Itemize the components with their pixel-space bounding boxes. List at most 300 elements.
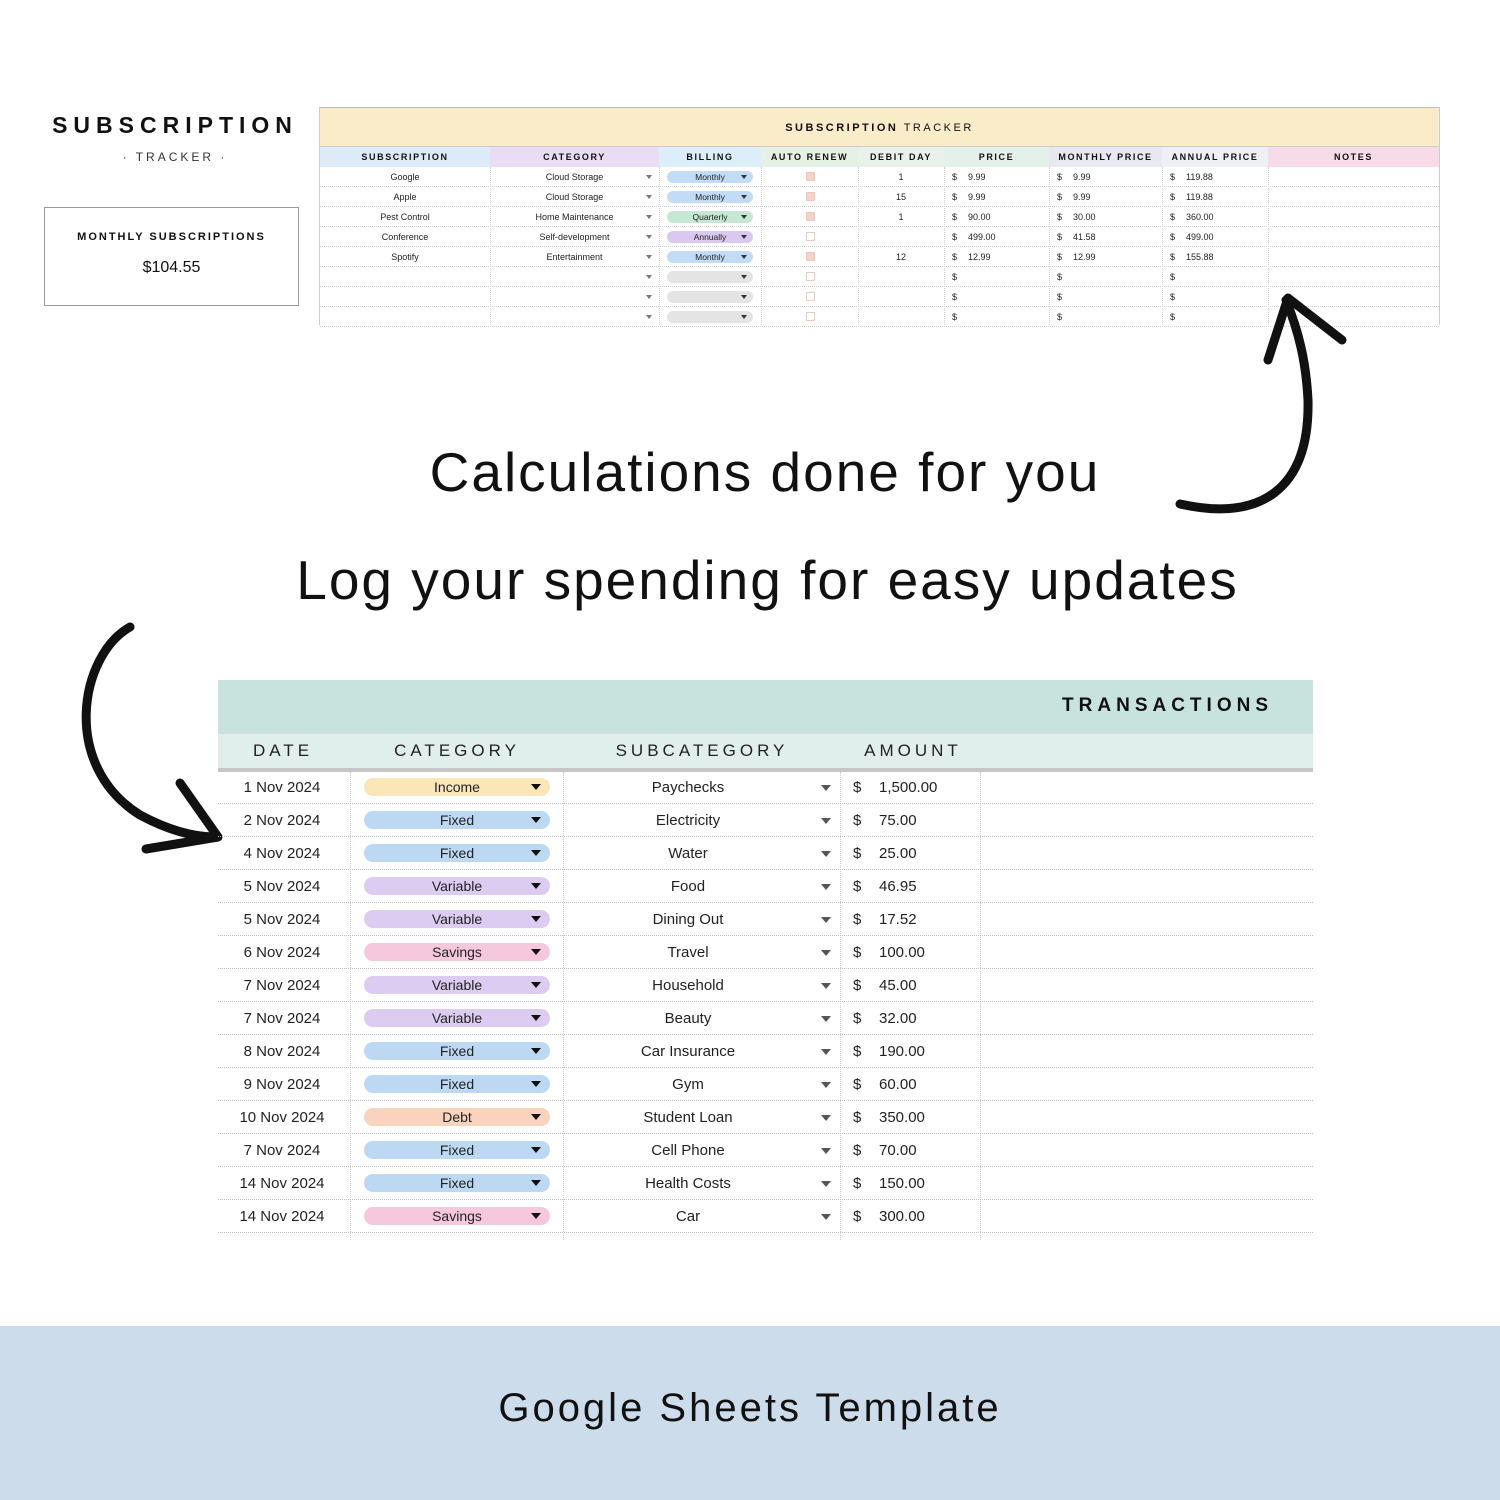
auto-renew-cell[interactable]: [761, 307, 858, 327]
billing-cell[interactable]: [659, 307, 761, 327]
billing-dropdown[interactable]: [667, 211, 753, 223]
subscription-category[interactable]: [490, 267, 659, 287]
category-dropdown[interactable]: [364, 1042, 550, 1060]
currency-symbol: $: [853, 812, 862, 829]
auto-renew-checkbox[interactable]: [806, 212, 815, 221]
currency-symbol: $: [952, 212, 958, 222]
auto-renew-cell[interactable]: [761, 287, 858, 307]
subscription-row[interactable]: [320, 267, 1439, 287]
currency-symbol: $: [952, 312, 958, 322]
chevron-down-icon[interactable]: [821, 785, 831, 791]
transaction-subcategory[interactable]: Paychecks: [651, 779, 725, 796]
transaction-subcategory[interactable]: Student Loan: [643, 1109, 733, 1126]
curved-arrow-icon: [1170, 290, 1360, 520]
annual-price-cell[interactable]: [1162, 247, 1268, 267]
caption-calculations: Calculations done for you: [429, 441, 1101, 503]
chevron-down-icon[interactable]: [531, 916, 541, 922]
category-dropdown[interactable]: [364, 1207, 550, 1225]
footer-banner: [0, 1326, 1500, 1500]
monthly-price: 9.99: [1073, 192, 1091, 202]
billing-label: Quarterly: [692, 212, 728, 222]
chevron-down-icon[interactable]: [821, 983, 831, 989]
chevron-down-icon[interactable]: [531, 1180, 541, 1186]
category-dropdown[interactable]: [364, 811, 550, 829]
subscription-row[interactable]: [320, 187, 1439, 207]
billing-cell[interactable]: [659, 287, 761, 307]
category-dropdown[interactable]: [364, 943, 550, 961]
transaction-date[interactable]: 4 Nov 2024: [243, 845, 321, 862]
transactions-title: TRANSACTIONS: [1062, 695, 1273, 716]
auto-renew-checkbox[interactable]: [806, 232, 815, 241]
billing-cell[interactable]: [659, 187, 761, 207]
chevron-down-icon[interactable]: [821, 1049, 831, 1055]
subscription-name[interactable]: Conference: [381, 232, 429, 242]
notes-cell[interactable]: [1268, 207, 1439, 227]
tx-header-0: DATE: [252, 741, 314, 760]
transaction-amount[interactable]: 46.95: [879, 878, 917, 895]
price-cell[interactable]: [944, 187, 1050, 207]
category-label: Variable: [431, 911, 483, 927]
transaction-subcategory[interactable]: Household: [652, 977, 724, 994]
tx-header-3: AMOUNT: [864, 741, 962, 760]
notes-cell[interactable]: [1268, 227, 1439, 247]
sub-header-4: DEBIT DAY: [858, 147, 944, 167]
price: 499.00: [968, 232, 996, 242]
category-dropdown[interactable]: [364, 976, 550, 994]
chevron-down-icon[interactable]: [821, 1148, 831, 1154]
subscription-name[interactable]: [320, 267, 490, 287]
transaction-amount[interactable]: 75.00: [879, 812, 917, 829]
price-cell[interactable]: [944, 267, 1050, 287]
transaction-date[interactable]: 6 Nov 2024: [243, 944, 321, 961]
subscription-sheet-title: [320, 107, 1439, 147]
transaction-row[interactable]: [218, 837, 1313, 870]
transaction-date[interactable]: 5 Nov 2024: [243, 878, 321, 895]
transaction-subcategory[interactable]: Car: [675, 1208, 701, 1225]
transaction-date[interactable]: 9 Nov 2024: [243, 1076, 321, 1093]
category-dropdown[interactable]: [364, 1075, 550, 1093]
footer-text: Google Sheets Template: [498, 1386, 1002, 1430]
price: 9.99: [968, 172, 986, 182]
currency-symbol: $: [1170, 192, 1176, 202]
transaction-amount[interactable]: 25.00: [879, 845, 917, 862]
category-label: Variable: [431, 1010, 483, 1026]
transactions-title-bar: [218, 680, 1313, 734]
chevron-down-icon[interactable]: [531, 784, 541, 790]
subscription-row[interactable]: [320, 207, 1439, 227]
chevron-down-icon[interactable]: [531, 949, 541, 955]
transaction-amount[interactable]: 350.00: [879, 1109, 925, 1126]
auto-renew-checkbox[interactable]: [806, 272, 815, 281]
chevron-down-icon[interactable]: [646, 295, 652, 299]
subscription-name[interactable]: Spotify: [391, 252, 419, 262]
auto-renew-cell[interactable]: [761, 227, 858, 247]
currency-symbol: $: [853, 944, 862, 961]
chevron-down-icon[interactable]: [821, 950, 831, 956]
transaction-row[interactable]: [218, 804, 1313, 837]
currency-symbol: $: [952, 292, 958, 302]
chevron-down-icon[interactable]: [741, 315, 747, 319]
chevron-down-icon[interactable]: [821, 1016, 831, 1022]
chevron-down-icon[interactable]: [531, 1213, 541, 1219]
transaction-date[interactable]: 8 Nov 2024: [243, 1043, 321, 1060]
transaction-subcategory[interactable]: Cell Phone: [651, 1142, 725, 1159]
billing-dropdown[interactable]: [667, 251, 753, 263]
transaction-date[interactable]: 7 Nov 2024: [243, 977, 321, 994]
currency-symbol: $: [1057, 312, 1063, 322]
sub-header-3: AUTO RENEW: [761, 147, 858, 167]
category-label: Variable: [431, 878, 483, 894]
billing-label: Annually: [693, 232, 727, 242]
auto-renew-cell[interactable]: [761, 247, 858, 267]
billing-dropdown[interactable]: [667, 291, 753, 303]
chevron-down-icon[interactable]: [741, 195, 747, 199]
chevron-down-icon[interactable]: [646, 255, 652, 259]
category-dropdown[interactable]: [364, 844, 550, 862]
tx-header-2: SUBCATEGORY: [615, 741, 789, 760]
sub-header-1: CATEGORY: [490, 147, 659, 167]
currency-symbol: $: [1057, 192, 1063, 202]
chevron-down-icon[interactable]: [821, 1082, 831, 1088]
category-label: Fixed: [439, 1043, 475, 1059]
chevron-down-icon[interactable]: [531, 982, 541, 988]
billing-dropdown[interactable]: [667, 191, 753, 203]
transaction-row[interactable]: [218, 1101, 1313, 1134]
currency-symbol: $: [853, 1208, 862, 1225]
currency-symbol: $: [853, 878, 862, 895]
chevron-down-icon[interactable]: [741, 215, 747, 219]
currency-symbol: $: [853, 1043, 862, 1060]
category-label: Fixed: [439, 812, 475, 828]
chevron-down-icon[interactable]: [531, 850, 541, 856]
transaction-row[interactable]: [218, 1167, 1313, 1200]
auto-renew-cell[interactable]: [761, 167, 858, 187]
transaction-subcategory[interactable]: Dining Out: [652, 911, 724, 928]
debit-day[interactable]: 1: [898, 212, 904, 222]
subscription-category[interactable]: Cloud Storage: [545, 172, 604, 182]
subscription-category[interactable]: Self-development: [539, 232, 610, 242]
price-cell[interactable]: [944, 207, 1050, 227]
notes-cell[interactable]: [1268, 187, 1439, 207]
subscription-row[interactable]: [320, 167, 1439, 187]
auto-renew-checkbox[interactable]: [806, 252, 815, 261]
transaction-date[interactable]: 5 Nov 2024: [243, 911, 321, 928]
transaction-row[interactable]: [218, 1035, 1313, 1068]
transaction-amount[interactable]: 45.00: [879, 977, 917, 994]
chevron-down-icon[interactable]: [821, 1214, 831, 1220]
currency-symbol: $: [1057, 172, 1063, 182]
brand-subtitle: · TRACKER ·: [122, 150, 228, 164]
chevron-down-icon[interactable]: [821, 1115, 831, 1121]
category-dropdown[interactable]: [364, 1108, 550, 1126]
subscription-name[interactable]: Google: [390, 172, 420, 182]
chevron-down-icon[interactable]: [741, 175, 747, 179]
transaction-date[interactable]: 10 Nov 2024: [239, 1109, 325, 1126]
monthly-price-cell[interactable]: [1049, 287, 1155, 307]
category-label: Fixed: [439, 1076, 475, 1092]
sub-header-6: MONTHLY PRICE: [1049, 147, 1162, 167]
price: 12.99: [968, 252, 991, 262]
debit-day[interactable]: [858, 227, 944, 247]
subscription-category[interactable]: [490, 287, 659, 307]
monthly-price-cell[interactable]: [1049, 307, 1155, 327]
debit-day[interactable]: [858, 287, 944, 307]
chevron-down-icon[interactable]: [646, 235, 652, 239]
currency-symbol: $: [1170, 252, 1176, 262]
transaction-amount[interactable]: 70.00: [879, 1142, 917, 1159]
subscription-title-rest: TRACKER: [903, 122, 974, 134]
debit-day[interactable]: [858, 267, 944, 287]
currency-symbol: $: [952, 272, 958, 282]
category-label: Savings: [432, 1208, 482, 1224]
auto-renew-checkbox[interactable]: [806, 292, 815, 301]
chevron-down-icon[interactable]: [531, 817, 541, 823]
subscription-name[interactable]: [320, 287, 490, 307]
sub-header-8: NOTES: [1268, 147, 1439, 167]
notes-cell[interactable]: [1268, 267, 1439, 287]
subscription-category[interactable]: Cloud Storage: [545, 192, 604, 202]
monthly-price: 12.99: [1073, 252, 1096, 262]
chevron-down-icon[interactable]: [821, 884, 831, 890]
transaction-row[interactable]: [218, 969, 1313, 1002]
currency-symbol: $: [1170, 172, 1176, 182]
transaction-date[interactable]: 1 Nov 2024: [243, 779, 321, 796]
auto-renew-cell[interactable]: [761, 207, 858, 227]
subscription-category[interactable]: Home Maintenance: [535, 212, 614, 222]
transaction-date[interactable]: 14 Nov 2024: [239, 1175, 325, 1192]
chevron-down-icon[interactable]: [821, 851, 831, 857]
category-dropdown[interactable]: [364, 1141, 550, 1159]
chevron-down-icon[interactable]: [531, 883, 541, 889]
price: 90.00: [968, 212, 991, 222]
transaction-amount[interactable]: 32.00: [879, 1010, 917, 1027]
annual-price: 155.88: [1186, 252, 1214, 262]
price-cell[interactable]: [944, 247, 1050, 267]
auto-renew-cell[interactable]: [761, 187, 858, 207]
price-cell[interactable]: [944, 287, 1050, 307]
billing-label: Monthly: [695, 252, 725, 262]
chevron-down-icon[interactable]: [821, 818, 831, 824]
transaction-row[interactable]: [218, 1134, 1313, 1167]
transaction-date[interactable]: 14 Nov 2024: [239, 1208, 325, 1225]
chevron-down-icon[interactable]: [821, 917, 831, 923]
category-dropdown[interactable]: [364, 778, 550, 796]
currency-symbol: $: [1057, 212, 1063, 222]
monthly-subscriptions-card: [44, 207, 299, 306]
subscription-row[interactable]: [320, 247, 1439, 267]
transaction-amount[interactable]: 60.00: [879, 1076, 917, 1093]
chevron-down-icon[interactable]: [531, 1081, 541, 1087]
billing-label: Monthly: [695, 192, 725, 202]
monthly-price: 30.00: [1073, 212, 1096, 222]
subscription-name[interactable]: Apple: [393, 192, 417, 202]
currency-symbol: $: [853, 911, 862, 928]
transaction-amount[interactable]: 300.00: [879, 1208, 925, 1225]
transaction-row[interactable]: [218, 903, 1313, 936]
sub-header-0: SUBSCRIPTION: [320, 147, 490, 167]
auto-renew-checkbox[interactable]: [806, 172, 815, 181]
subscription-name[interactable]: [320, 307, 490, 327]
chevron-down-icon[interactable]: [531, 1114, 541, 1120]
subscription-category[interactable]: [490, 307, 659, 327]
currency-symbol: $: [853, 1010, 862, 1027]
debit-day[interactable]: [858, 307, 944, 327]
chevron-down-icon[interactable]: [741, 235, 747, 239]
chevron-down-icon[interactable]: [741, 295, 747, 299]
transaction-row[interactable]: [218, 1068, 1313, 1101]
annual-price: 360.00: [1186, 212, 1214, 222]
sub-header-2: BILLING: [659, 147, 761, 167]
chevron-down-icon[interactable]: [531, 1147, 541, 1153]
monthly-value: $104.55: [142, 259, 201, 276]
transaction-row[interactable]: [218, 1200, 1313, 1233]
currency-symbol: $: [1057, 252, 1063, 262]
transaction-subcategory[interactable]: Electricity: [655, 812, 721, 829]
price-cell[interactable]: [944, 307, 1050, 327]
annual-price-cell[interactable]: [1162, 167, 1268, 187]
transaction-subcategory[interactable]: Travel: [667, 944, 709, 961]
chevron-down-icon[interactable]: [821, 1181, 831, 1187]
transaction-row[interactable]: [218, 1002, 1313, 1035]
annual-price-cell[interactable]: [1162, 227, 1268, 247]
category-label: Fixed: [439, 1175, 475, 1191]
chevron-down-icon[interactable]: [646, 215, 652, 219]
subscription-name[interactable]: Pest Control: [380, 212, 430, 222]
currency-symbol: $: [1170, 212, 1176, 222]
category-dropdown[interactable]: [364, 910, 550, 928]
currency-symbol: $: [853, 779, 862, 796]
sub-header-5: PRICE: [944, 147, 1049, 167]
sub-header-7: ANNUAL PRICE: [1162, 147, 1268, 167]
chevron-down-icon[interactable]: [646, 315, 652, 319]
currency-symbol: $: [853, 977, 862, 994]
category-dropdown[interactable]: [364, 1009, 550, 1027]
annual-price: 499.00: [1186, 232, 1214, 242]
currency-symbol: $: [1170, 272, 1176, 282]
monthly-label: MONTHLY SUBSCRIPTIONS: [77, 231, 266, 243]
monthly-price: 41.58: [1073, 232, 1096, 242]
annual-price: 119.88: [1186, 172, 1213, 182]
transaction-subcategory[interactable]: Water: [668, 845, 708, 862]
transaction-subcategory[interactable]: Beauty: [664, 1010, 712, 1027]
debit-day[interactable]: 12: [895, 252, 906, 262]
debit-day[interactable]: 15: [895, 192, 906, 202]
brand-title: SUBSCRIPTION: [52, 112, 298, 138]
price-cell[interactable]: [944, 167, 1050, 187]
billing-dropdown[interactable]: [667, 311, 753, 323]
currency-symbol: $: [1170, 292, 1176, 302]
transaction-amount[interactable]: 190.00: [879, 1043, 925, 1060]
auto-renew-checkbox[interactable]: [806, 312, 815, 321]
transaction-amount[interactable]: 100.00: [879, 944, 925, 961]
category-label: Income: [434, 779, 480, 795]
transaction-date[interactable]: 7 Nov 2024: [243, 1142, 321, 1159]
annual-price: 119.88: [1186, 192, 1213, 202]
monthly-price-cell[interactable]: [1049, 227, 1155, 247]
currency-symbol: $: [1170, 312, 1176, 322]
billing-dropdown[interactable]: [667, 231, 753, 243]
transaction-subcategory[interactable]: Gym: [672, 1076, 704, 1093]
category-label: Variable: [431, 977, 483, 993]
currency-symbol: $: [853, 1175, 862, 1192]
transaction-row[interactable]: [218, 936, 1313, 969]
notes-cell[interactable]: [1268, 247, 1439, 267]
billing-cell[interactable]: [659, 167, 761, 187]
billing-dropdown[interactable]: [667, 271, 753, 283]
annual-price-cell[interactable]: [1162, 187, 1268, 207]
monthly-price-cell[interactable]: [1049, 207, 1155, 227]
curved-arrow-icon: [70, 615, 240, 865]
transaction-date[interactable]: 7 Nov 2024: [243, 1010, 321, 1027]
monthly-price-cell[interactable]: [1049, 167, 1155, 187]
currency-symbol: $: [1057, 272, 1063, 282]
price-cell[interactable]: [944, 227, 1050, 247]
chevron-down-icon[interactable]: [531, 1048, 541, 1054]
chevron-down-icon[interactable]: [646, 195, 652, 199]
monthly-price-cell[interactable]: [1049, 187, 1155, 207]
chevron-down-icon[interactable]: [646, 275, 652, 279]
debit-day[interactable]: 1: [898, 172, 904, 182]
category-label: Fixed: [439, 1142, 475, 1158]
billing-cell[interactable]: [659, 247, 761, 267]
currency-symbol: $: [853, 1076, 862, 1093]
notes-cell[interactable]: [1268, 167, 1439, 187]
chevron-down-icon[interactable]: [646, 175, 652, 179]
currency-symbol: $: [952, 172, 958, 182]
billing-cell[interactable]: [659, 267, 761, 287]
billing-label: Monthly: [695, 172, 725, 182]
auto-renew-checkbox[interactable]: [806, 192, 815, 201]
caption-log-spending: Log your spending for easy updates: [296, 549, 1239, 611]
subscription-title-bold: SUBSCRIPTION: [785, 122, 899, 134]
auto-renew-cell[interactable]: [761, 267, 858, 287]
price: 9.99: [968, 192, 986, 202]
billing-cell[interactable]: [659, 207, 761, 227]
transaction-subcategory[interactable]: Food: [670, 878, 706, 895]
currency-symbol: $: [853, 1109, 862, 1126]
transaction-date[interactable]: 2 Nov 2024: [243, 812, 321, 829]
billing-dropdown[interactable]: [667, 171, 753, 183]
category-dropdown[interactable]: [364, 877, 550, 895]
subscription-category[interactable]: Entertainment: [546, 252, 603, 262]
transaction-amount[interactable]: 1,500.00: [879, 779, 938, 796]
annual-price-cell[interactable]: [1162, 207, 1268, 227]
transaction-subcategory[interactable]: Health Costs: [645, 1175, 731, 1192]
transaction-amount[interactable]: 17.52: [879, 911, 917, 928]
tx-header-1: CATEGORY: [394, 741, 520, 760]
currency-symbol: $: [853, 845, 862, 862]
category-label: Debt: [442, 1109, 472, 1125]
transaction-row[interactable]: [218, 870, 1313, 903]
transactions-header-row: [218, 734, 1313, 772]
chevron-down-icon[interactable]: [531, 1015, 541, 1021]
chevron-down-icon[interactable]: [741, 275, 747, 279]
chevron-down-icon[interactable]: [741, 255, 747, 259]
annual-price-cell[interactable]: [1162, 267, 1268, 287]
monthly-price-cell[interactable]: [1049, 247, 1155, 267]
transaction-subcategory[interactable]: Car Insurance: [640, 1043, 736, 1060]
currency-symbol: $: [952, 192, 958, 202]
monthly-price-cell[interactable]: [1049, 267, 1155, 287]
category-label: Savings: [432, 944, 482, 960]
category-label: Fixed: [439, 845, 475, 861]
category-dropdown[interactable]: [364, 1174, 550, 1192]
currency-symbol: $: [1057, 292, 1063, 302]
billing-cell[interactable]: [659, 227, 761, 247]
transaction-row[interactable]: [218, 771, 1313, 804]
subscription-row[interactable]: [320, 227, 1439, 247]
transaction-amount[interactable]: 150.00: [879, 1175, 925, 1192]
